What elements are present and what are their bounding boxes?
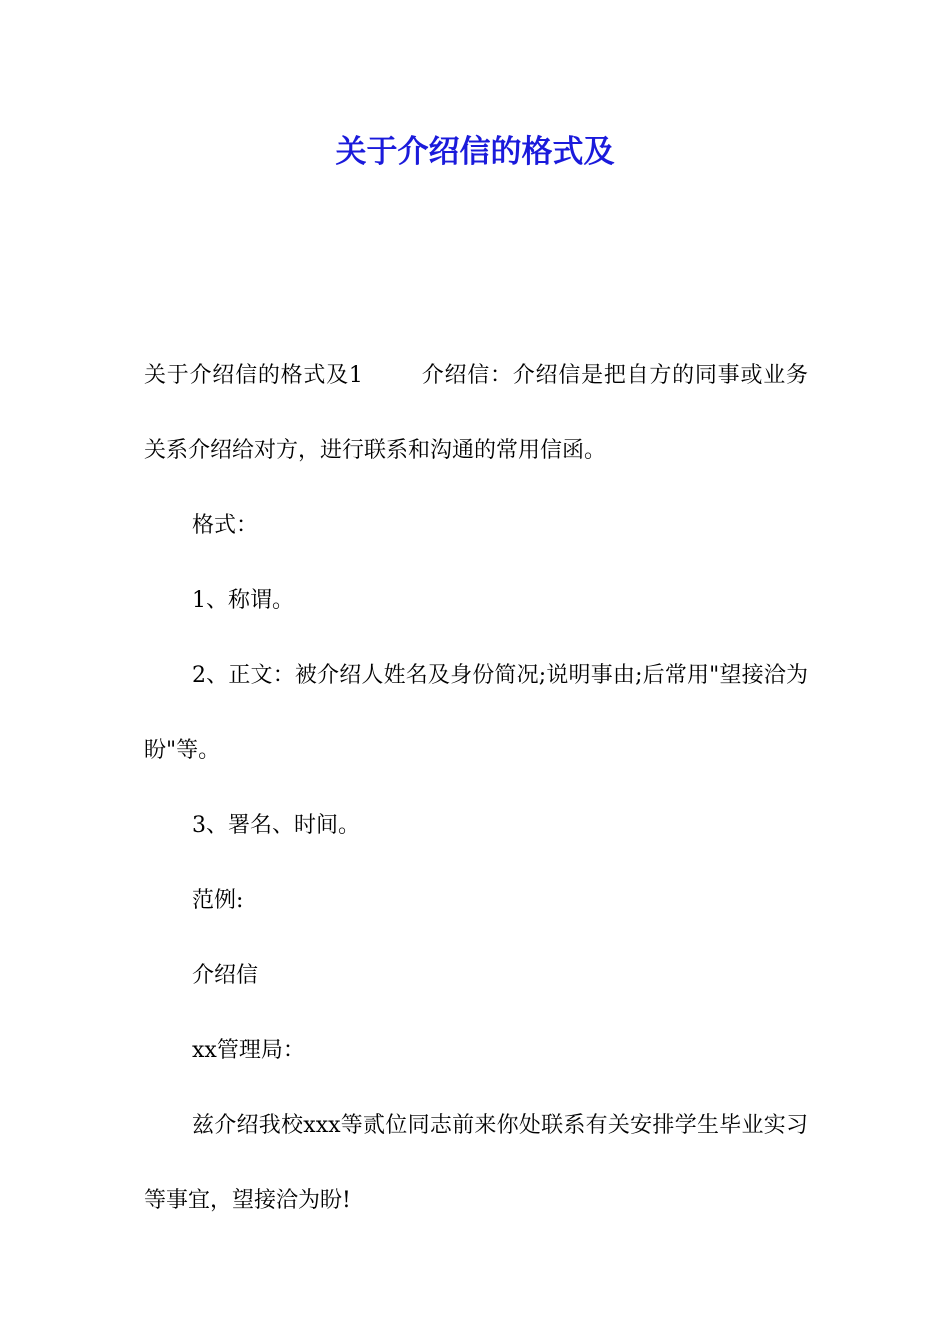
format-item-salutation: 1、称谓。 <box>192 588 294 613</box>
intro-text: 介绍信：介绍信是把自方的同事或业务关系介绍给对方，进行联系和沟通的常用信函。 <box>144 363 808 463</box>
format-heading: 格式： <box>192 513 259 538</box>
intro-paragraph <box>144 338 808 488</box>
format-item-signature: 3、署名、时间。 <box>192 813 360 838</box>
document-title: 关于介绍信的格式及 <box>335 134 615 170</box>
format-item-body: 2、正文：被介绍人姓名及身份简况;说明事由;后常用"望接洽为盼"等。 <box>144 663 808 763</box>
example-letter-body: 兹介绍我校xxx等贰位同志前来你处联系有关安排学生毕业实习等事宜，望接洽为盼! <box>144 1113 808 1213</box>
example-letter-title: 介绍信 <box>192 963 259 988</box>
document-body <box>144 338 808 1238</box>
example-recipient: xx管理局： <box>192 1038 305 1063</box>
example-heading: 范例: <box>192 888 244 913</box>
intro-lead: 关于介绍信的格式及1 <box>144 363 363 388</box>
